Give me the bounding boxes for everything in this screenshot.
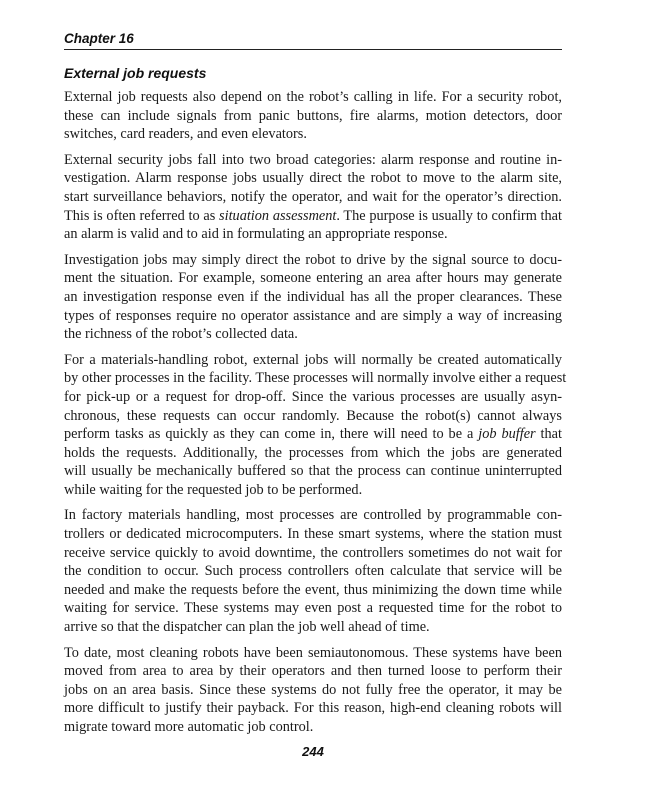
text-line: start surveillance behaviors, notify the operator, and wait for the operator’s direction. — [64, 188, 562, 205]
italic-term: job buffer — [478, 426, 536, 443]
text-line: jobs on an area basis. Since these systems do not fully free the operator, it may be — [64, 681, 562, 698]
text-line: ment the situation. For example, someone entering an area after hours may generate — [64, 270, 562, 287]
text-line: For a materials-handling robot, external jobs will normally be created automatically — [64, 351, 562, 368]
text-line: In factory materials handling, most processes are controlled by programmable con- — [64, 507, 562, 524]
text-line-with-italic — [64, 207, 562, 226]
book-page — [64, 30, 567, 790]
text-line: migrate toward more automatic job control. — [64, 719, 314, 735]
text-line: types of responses require no operator assistance and are simply a way of increasing — [64, 307, 562, 324]
text-line: External security jobs fall into two broad categories: alarm response and routine in- — [64, 151, 562, 168]
text-line-with-italic — [64, 425, 562, 444]
text-line: an investigation response even if the individual has all the proper clearances. These — [64, 288, 562, 305]
paragraph — [64, 88, 562, 144]
paragraph — [64, 644, 562, 737]
italic-term: situation assessment — [219, 207, 337, 224]
text-line: for pick-up or a request for drop-off. Since the various processes are usually asyn- — [64, 388, 562, 405]
text-line: moved from area to area by their operators and then turned loose to perform their — [64, 663, 562, 680]
text-line: vestigation. Alarm response jobs usually direct the robot to move to the alarm site, — [64, 170, 562, 187]
text-line: waiting for service. These systems may even post a requested time for the robot to — [64, 600, 562, 617]
body-text — [64, 88, 567, 737]
text-line: receive service quickly to avoid downtime, the controllers sometimes do not wait for — [64, 544, 562, 561]
text-line: arrive so that the dispatcher can plan the job well ahead of time. — [64, 619, 430, 636]
text-line: holds the requests. Additionally, the processes from which the jobs are generated — [64, 444, 562, 461]
text-line: more difficult to justify their payback. For this reason, high-end cleaning robots will — [64, 700, 562, 717]
text-line: these can include signals from panic buttons, fire alarms, motion detectors, door — [64, 107, 562, 124]
page-number: 244 — [302, 744, 324, 759]
text-line: while waiting for the requested job to be performed. — [64, 481, 363, 498]
text-line: Investigation jobs may simply direct the robot to drive by the signal source to docu- — [64, 251, 562, 268]
paragraph — [64, 251, 562, 344]
text-line: will usually be mechanically buffered so that the process can continue uninterrupted — [64, 463, 562, 480]
text-line: the condition to occur. Such process controllers often calculate that service will be — [64, 563, 562, 580]
text-line: trollers or dedicated microcomputers. In these smart systems, where the station must — [64, 526, 562, 543]
text-line: switches, card readers, and even elevators. — [64, 126, 307, 143]
text-line: an alarm is valid and to aid in formulating an appropriate response. — [64, 226, 448, 243]
text-line: the richness of the robot’s collected data. — [64, 326, 298, 343]
paragraph — [64, 506, 562, 636]
text-fragment: perform tasks as quickly as they can come in, there will need to be a — [64, 426, 479, 443]
text-line: needed and make the requests before the event, thus minimizing the down time while — [64, 581, 562, 598]
text-fragment: that — [535, 426, 562, 443]
text-line: by other processes in the facility. These processes will normally involve either a request — [64, 370, 567, 387]
text-fragment: . The purpose is usually to confirm that — [336, 207, 562, 224]
section-title: External job requests — [64, 65, 207, 81]
paragraph — [64, 151, 562, 244]
chapter-header: Chapter 16 — [64, 30, 562, 50]
text-fragment: This is often referred to as — [64, 207, 220, 224]
text-line: To date, most cleaning robots have been semiautonomous. These systems have been — [64, 644, 562, 661]
text-line: External job requests also depend on the robot’s calling in life. For a security robot, — [64, 89, 562, 105]
text-line: chronous, these requests can occur randomly. Because the robot(s) cannot always — [64, 407, 562, 424]
paragraph — [64, 351, 567, 500]
